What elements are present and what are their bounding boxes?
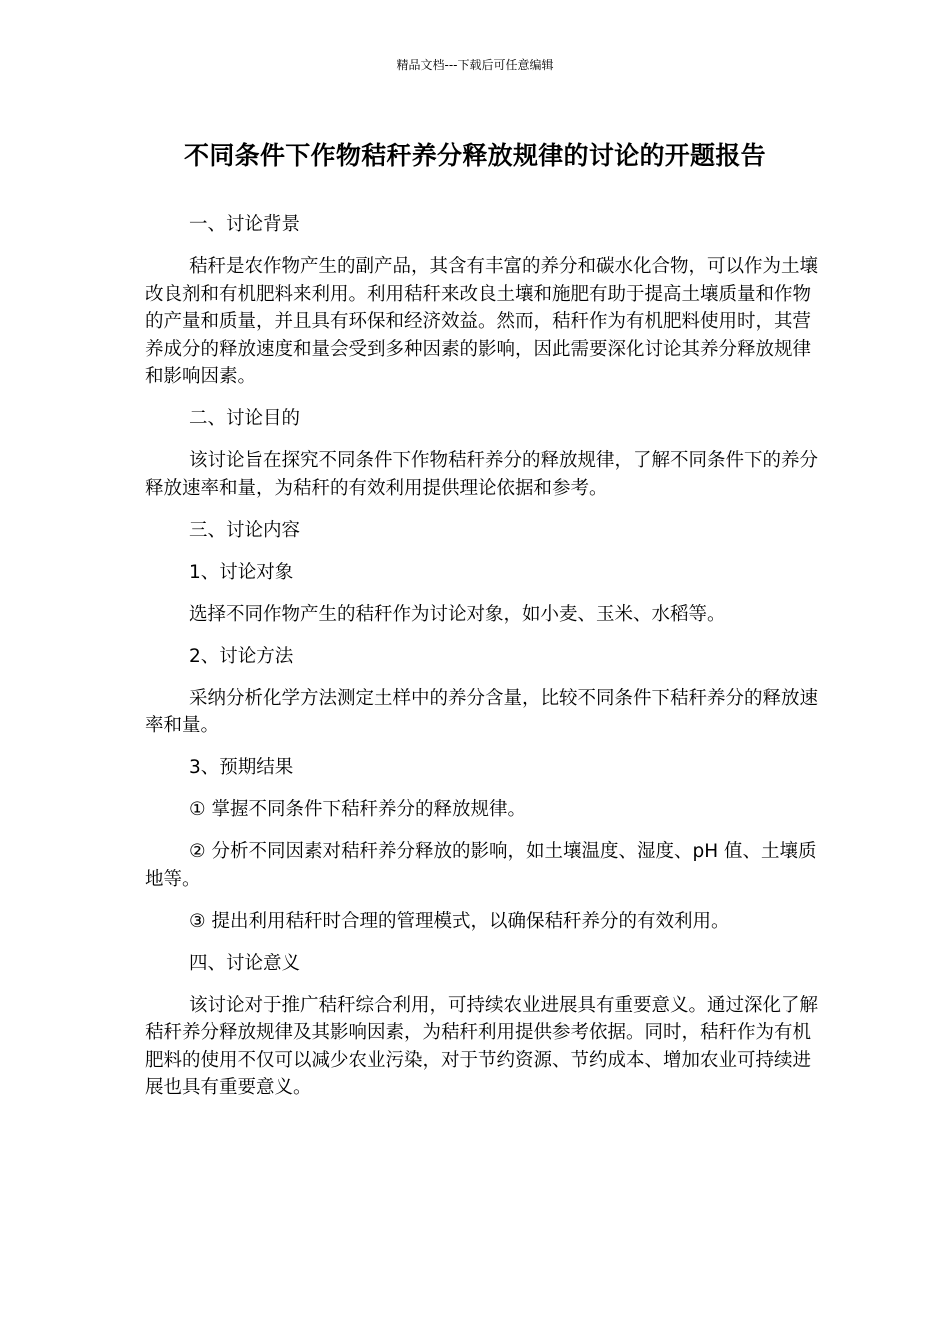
subheading-object: 1、讨论对象 <box>189 561 294 583</box>
header-note: 精品文档---下载后可任意编辑 <box>396 58 554 72</box>
paragraph-object: 选择不同作物产生的秸秆作为讨论对象，如小麦、玉米、水稻等。 <box>189 603 726 625</box>
paragraph-background: 秸秆是农作物产生的副产品，其含有丰富的养分和碳水化合物，可以作为土壤改良剂和有机肥料来利用。利用秸秆来改良土壤和施肥有助于提高土壤质量和作物的产量和质量，并且具有环保和经济效益。然而，秸秆作为有机肥料使用时，其营养成分的释放速度和量会受到多种因素的影响，因此需要深化讨论其养分释放规律和影响因素。 <box>145 256 819 387</box>
section-heading-content: 三、讨论内容 <box>189 519 301 541</box>
document-title: 不同条件下作物秸秆养分释放规律的讨论的开题报告 <box>184 141 766 170</box>
paragraph-purpose: 该讨论旨在探究不同条件下作物秸秆养分的释放规律，了解不同条件下的养分释放速率和量，为秸秆的有效利用提供理论依据和参考。 <box>145 450 819 499</box>
document-body <box>145 211 825 1116</box>
result-item-3: ③ 提出利用秸秆时合理的管理模式，以确保秸秆养分的有效利用。 <box>189 910 730 932</box>
paragraph-method: 采纳分析化学方法测定土样中的养分含量，比较不同条件下秸秆养分的释放速率和量。 <box>145 687 819 736</box>
result-item-2: ② 分析不同因素对秸秆养分释放的影响，如土壤温度、湿度、pH 值、土壤质地等。 <box>145 841 817 890</box>
section-heading-purpose: 二、讨论目的 <box>189 408 301 429</box>
result-item-1: ① 掌握不同条件下秸秆养分的释放规律。 <box>189 799 526 820</box>
paragraph-significance: 该讨论对于推广秸秆综合利用，可持续农业进展具有重要意义。通过深化了解秸秆养分释放规律及其影响因素，为秸秆利用提供参考依据。同时，秸秆作为有机肥料的使用不仅可以减少农业污染，对于节约资源、节约成本、增加农业可持续进展也具有重要意义。 <box>145 994 819 1098</box>
section-heading-significance: 四、讨论意义 <box>189 952 301 974</box>
subheading-expected-results: 3、预期结果 <box>189 757 294 778</box>
section-heading-background: 一、讨论背景 <box>189 214 301 235</box>
subheading-method: 2、讨论方法 <box>189 645 294 667</box>
